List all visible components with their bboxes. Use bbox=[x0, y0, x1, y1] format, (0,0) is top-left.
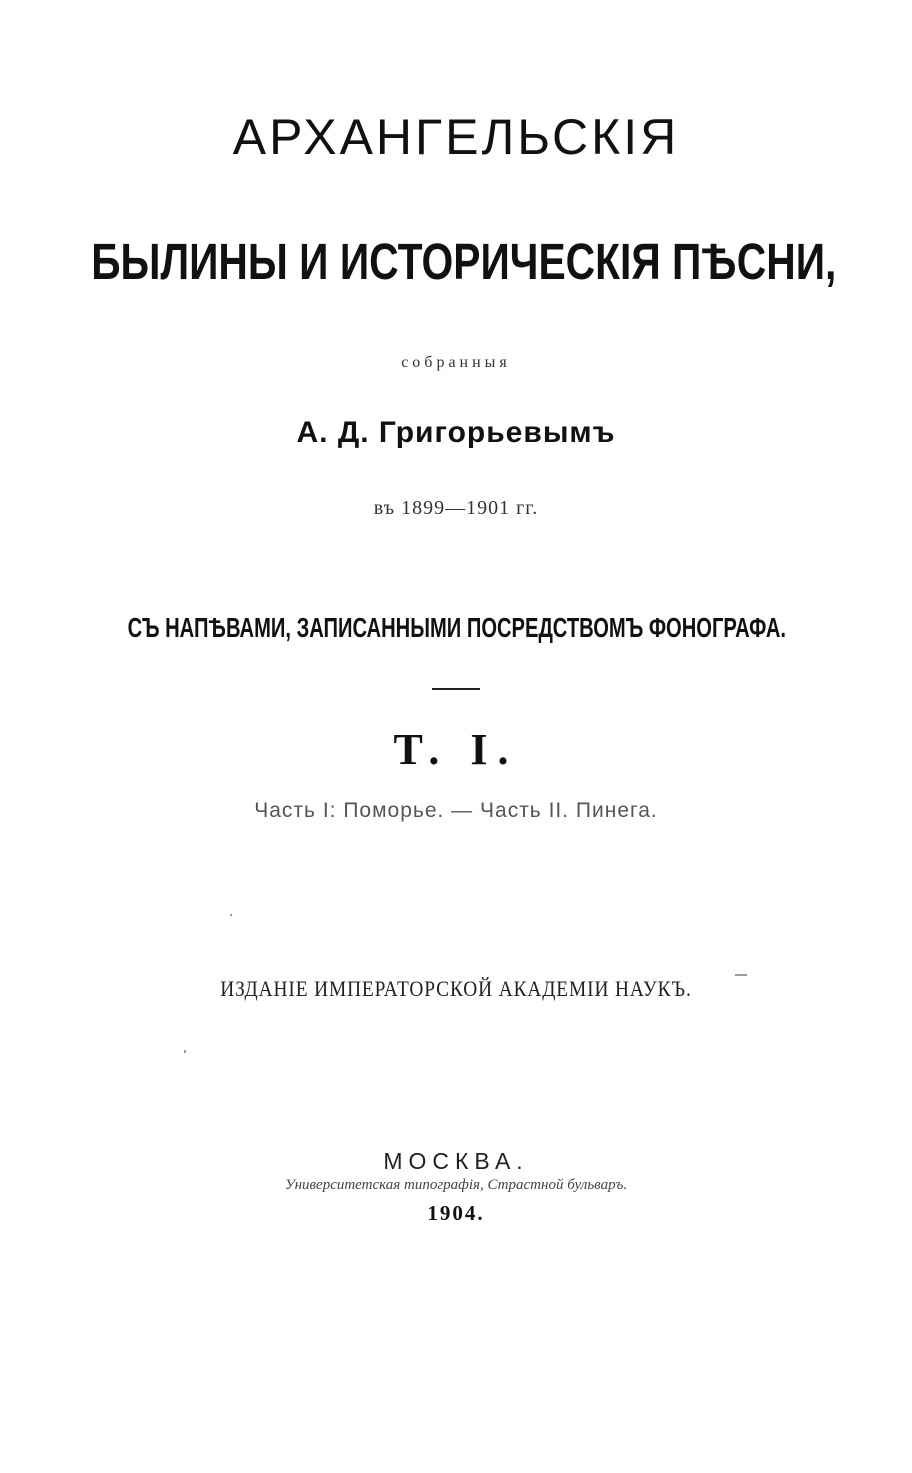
parts-line: Часть I: Поморье. — Часть II. Пинега. bbox=[254, 799, 658, 822]
printer-line: Университетская типографія, Страстной бульваръ. bbox=[284, 1177, 628, 1193]
scan-speck bbox=[230, 914, 232, 916]
divider-rule bbox=[432, 688, 480, 690]
author-name: А. Д. Григорьевымъ bbox=[296, 416, 616, 449]
volume-number: Т. I. bbox=[393, 725, 519, 774]
subtitle: СЪ НАПѢВАМИ, ЗАПИСАННЫМИ ПОСРЕДСТВОМЪ ФОНОГРАФА. bbox=[127, 612, 787, 643]
edition-line: ИЗДАНІЕ ИМПЕРАТОРСКОЙ АКАДЕМІИ НАУКЪ. bbox=[220, 976, 692, 1001]
title-line-2: БЫЛИНЫ И ИСТОРИЧЕСКІЯ ПѢСНИ, bbox=[91, 233, 837, 290]
publication-year: 1904. bbox=[427, 1201, 485, 1225]
scan-speck bbox=[184, 1050, 186, 1053]
scan-speck bbox=[735, 974, 747, 976]
collection-years: въ 1899—1901 гг. bbox=[373, 497, 539, 519]
publication-city: МОСКВА. bbox=[383, 1148, 529, 1174]
collected-by-text: собранныя bbox=[401, 354, 511, 371]
title-line-1: АРХАНГЕЛЬСКІЯ bbox=[232, 109, 680, 165]
